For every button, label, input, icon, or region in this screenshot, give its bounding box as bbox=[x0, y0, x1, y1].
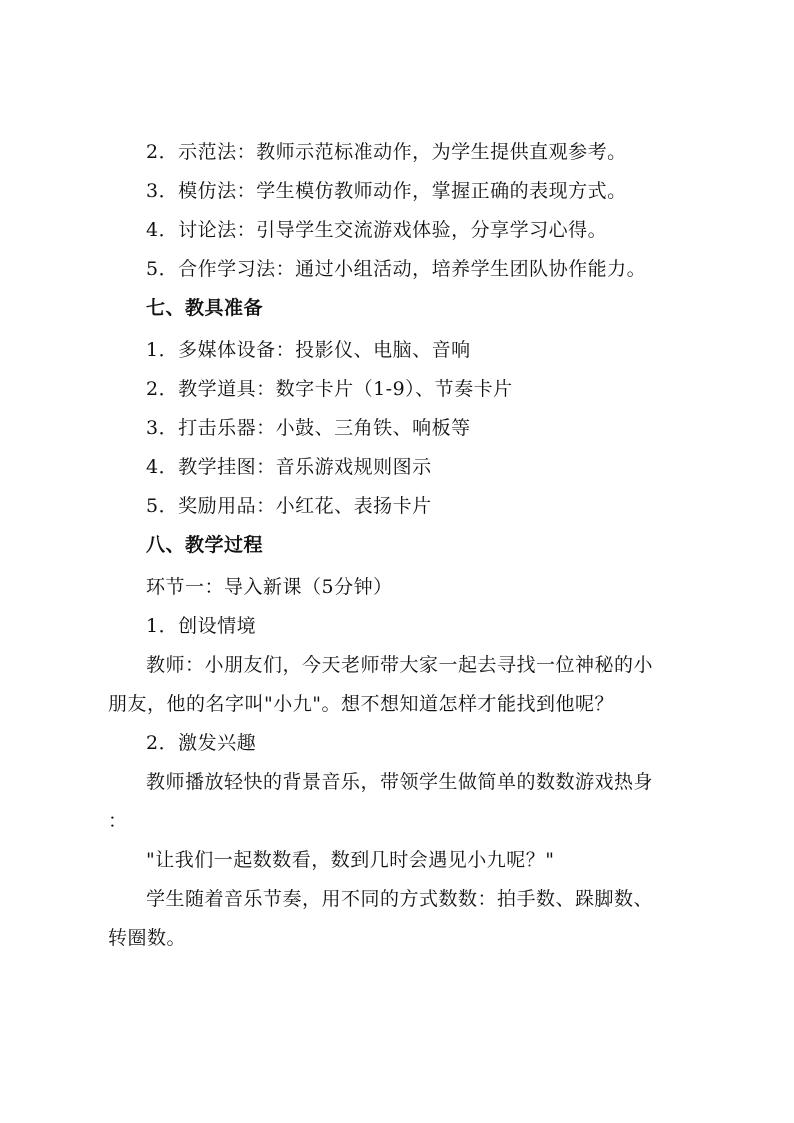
stage-1-title: 环节一：导入新课（5分钟） bbox=[146, 576, 393, 598]
students-paragraph-line-2: 转圈数。 bbox=[108, 927, 187, 949]
teacher-paragraph-line-2: 朋友，他的名字叫"小九"。想不想知道怎样才能找到他呢？ bbox=[108, 693, 614, 715]
interest-paragraph-line-1: 教师播放轻快的背景音乐，带领学生做简单的数数游戏热身 bbox=[146, 771, 654, 793]
aid-item-1: 1．多媒体设备：投影仪、电脑、音响 bbox=[146, 339, 471, 361]
method-item-4: 4．讨论法：引导学生交流游戏体验，分享学习心得。 bbox=[146, 219, 608, 241]
sub-heading-scenario: 1．创设情境 bbox=[146, 615, 257, 637]
interest-paragraph-line-2: ： bbox=[108, 810, 128, 832]
sub-heading-interest: 2．激发兴趣 bbox=[146, 732, 257, 754]
method-item-5: 5．合作学习法：通过小组活动，培养学生团队协作能力。 bbox=[146, 258, 647, 280]
students-paragraph-line-1: 学生随着音乐节奏，用不同的方式数数：拍手数、跺脚数、 bbox=[146, 888, 654, 910]
method-item-3: 3．模仿法：学生模仿教师动作，掌握正确的表现方式。 bbox=[146, 180, 627, 202]
aid-item-5: 5．奖励用品：小红花、表扬卡片 bbox=[146, 495, 432, 517]
quote-line: "让我们一起数数看，数到几时会遇见小九呢？" bbox=[146, 849, 555, 871]
aid-item-2: 2．教学道具：数字卡片（1-9）、节奏卡片 bbox=[146, 378, 513, 400]
section-heading-teaching-aids: 七、教具准备 bbox=[146, 297, 264, 319]
method-item-2: 2．示范法：教师示范标准动作，为学生提供直观参考。 bbox=[146, 141, 627, 163]
aid-item-3: 3．打击乐器：小鼓、三角铁、响板等 bbox=[146, 417, 471, 439]
aid-item-4: 4．教学挂图：音乐游戏规则图示 bbox=[146, 456, 432, 478]
section-heading-teaching-process: 八、教学过程 bbox=[146, 534, 264, 556]
teacher-paragraph-line-1: 教师：小朋友们，今天老师带大家一起去寻找一位神秘的小 bbox=[146, 654, 654, 676]
